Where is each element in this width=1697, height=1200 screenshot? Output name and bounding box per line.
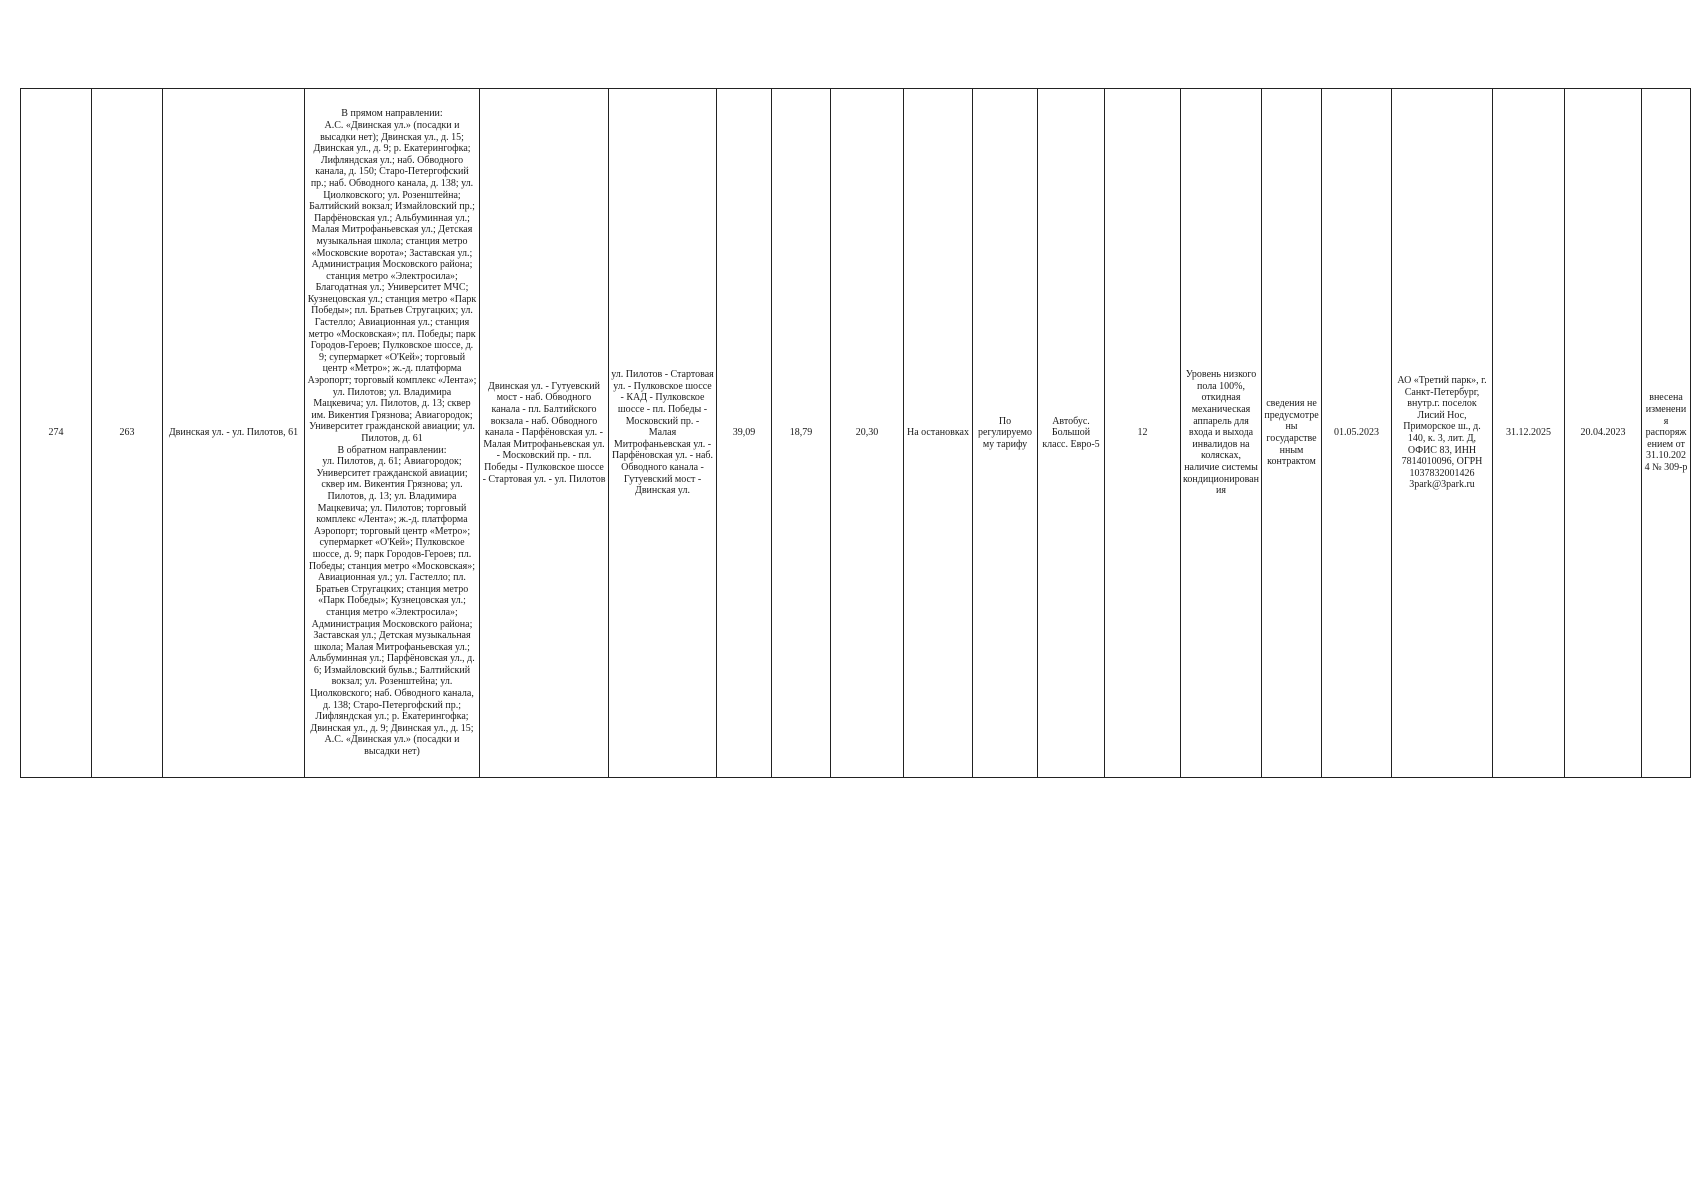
stops-backward-heading: В обратном направлении:: [337, 444, 447, 456]
cell-route-number: 263: [92, 89, 163, 778]
stops-forward-heading: В прямом направлении:: [341, 108, 443, 120]
cell-streets-backward: ул. Пилотов - Стартовая ул. - Пулковское шоссе - КАД - Пулковское шоссе - пл. Победы - Московский пр. - Малая Митрофаньевская ул. - Парфёновская ул. - наб. Обводного канала - Гутуевский мост - Двинская ул.: [609, 89, 717, 778]
cell-streets-forward: Двинская ул. - Гутуевский мост - наб. Обводного канала - пл. Балтийского вокзала - наб. Обводного канала - Парфёновская ул. - Малая Митрофаньевская ул. - Московский пр. - пл. Победы - Пулковское шоссе - Стартовая ул. - ул. Пилотов: [480, 89, 609, 778]
cell-vehicle: Автобус. Большой класс. Евро-5: [1038, 89, 1105, 778]
cell-end-date: 31.12.2025: [1493, 89, 1565, 778]
cell-length-backward: 18,79: [772, 89, 831, 778]
route-registry-table: [20, 88, 1691, 778]
cell-carrier: АО «Третий парк», г. Санкт-Петербург, внутр.г. поселок Лисий Нос, Приморское ш., д. 140, к. 3, лит. Д, ОФИС 83, ИНН 7814010096, ОГРН 1037832001426 3park@3park.ru: [1392, 89, 1493, 778]
cell-characteristics: Уровень низкого пола 100%, откидная механическая аппарель для входа и выхода инвалидов на колясках, наличие системы кондиционирования: [1181, 89, 1262, 778]
cell-contract: сведения не предусмотрены государственным контрактом: [1262, 89, 1322, 778]
document-page: [20, 88, 1690, 778]
cell-reg-number: 274: [21, 89, 92, 778]
cell-tariff: По регулируемому тарифу: [973, 89, 1038, 778]
table-row: [21, 89, 1691, 778]
cell-change-date: 20.04.2023: [1565, 89, 1642, 778]
cell-length-total: 20,30: [831, 89, 904, 778]
cell-start-date: 01.05.2023: [1322, 89, 1392, 778]
stops-backward-list: ул. Пилотов, д. 61; Авиагородок; Университет гражданской авиации; сквер им. Викентия Грязнова; ул. Пилотов, д. 13; ул. Владимира Мацкевича; ул. Пилотов; торговый комплекс «Лента»; ж.-д. платформа Аэропорт; торговый центр «Метро»; супермаркет «О'Кей»; Пулковское шоссе, д. 9; парк Городов-Героев; пл. Победы; станция метро «Московская»; Авиационная ул.; ул. Гастелло; пл. Братьев Стругацких; станция метро «Парк Победы»; Кузнецовская ул.; станция метро «Электросила»; Администрация Московского района; Заставская ул.; Детская музыкальная школа; Малая Митрофаньевская ул.; Альбуминная ул.; Парфёновская ул., д. 6; Измайловский бульв.; Балтийский вокзал; ул. Розенштейна; ул. Циолковского; наб. Обводного канала, д. 138; Старо-Петергофский пр.; Лифляндская ул.; р. Екатерингофка; Двинская ул., д. 9; Двинская ул., д. 15; А.С. «Двинская ул.» (посадки и высадки нет): [308, 456, 476, 758]
cell-stop-order: На остановках: [904, 89, 973, 778]
cell-stops: [305, 89, 480, 778]
stops-forward-list: А.С. «Двинская ул.» (посадки и высадки нет); Двинская ул., д. 15; Двинская ул., д. 9; р. Екатерингофка; Лифляндская ул.; наб. Обводного канала, д. 150; Старо-Петергофский пр.; наб. Обводного канала, д. 138; ул. Циолковского; ул. Розенштейна; Балтийский вокзал; Измайловский пр.; Парфёновская ул.; Альбуминная ул.; Малая Митрофаньевская ул.; Детская музыкальная школа; станция метро «Московские ворота»; Заставская ул.; Администрация Московского района; станция метро «Электросила»; Благодатная ул.; Университет МЧС; Кузнецовская ул.; станция метро «Парк Победы»; пл. Братьев Стругацких; ул. Гастелло; Авиационная ул.; станция метро «Московская»; пл. Победы; парк Городов-Героев; Пулковское шоссе, д. 9; супермаркет «О'Кей»; торговый центр «Метро»; ж.-д. платформа Аэропорт; торговый комплекс «Лента»; ул. Пилотов; ул. Владимира Мацкевича; ул. Пилотов, д. 13; сквер им. Викентия Грязнова; Авиагородок; Университет гражданской авиации; ул. Пилотов, д. 61: [307, 119, 477, 444]
cell-vehicle-count: 12: [1105, 89, 1181, 778]
cell-note: внесена изменения распоряжением от 31.10.2024 № 309-р: [1642, 89, 1691, 778]
cell-route-name: Двинская ул. - ул. Пилотов, 61: [163, 89, 305, 778]
cell-length-forward: 39,09: [717, 89, 772, 778]
